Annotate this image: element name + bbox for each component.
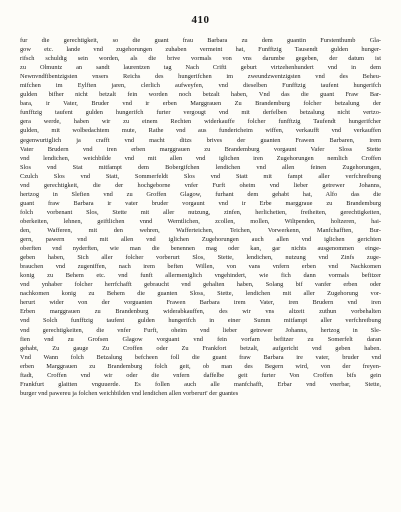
text-line: den, Wafferen, mit den wehren, Wafferteichen, Teichen, Vorwerkenn, Manfchafften, Bur-: [20, 226, 381, 234]
text-line: Frankfurt glaitten vnguuerde. Es follen auch alle manfchafft, Erbar vnd vnerbar, Stette,: [20, 380, 381, 388]
text-line: erben Marggrauen zu Brandemburg folch geit, ob man des Begern wird, von der freyen-: [20, 362, 381, 370]
text-line: gera werde, haben wir zu einem Rechten widerkauffe folcher funfftzig Taufendt hungerifcher: [20, 118, 381, 126]
text-line: Erben marggrauen zu Brandenburg widerabkauffen, des wir vns altzeit zuthun vorbehalten: [20, 308, 381, 316]
text-line: vnd Solch funfftzig taufent gulden hungerifch in einer Summ mitfampt aller verfchreibung: [20, 317, 381, 325]
text-line: folch vorbenant Slos, Stette mit aller nutzung, zinfen, herlichetien, freiheiten, gerechtigkeiten,: [20, 208, 381, 216]
page-number: 410: [191, 14, 210, 26]
text-line: fur die gerechtigkeit, so die guant frau Barbara zu dem guantin Furstenthumb Gla-: [20, 37, 381, 44]
text-line: herurt wider von der vorguanten Frawen Barbara irem Vater, iren Brudern vnd iren: [20, 299, 381, 307]
text-line: ftadt, Croffen vnd wir oder die vnfern daffelbe geit furter Von Croffen bifs gein: [20, 371, 381, 379]
text-line: vnd gerechtigkeit, die der hochgeborne vnfer Furft oheim vnd lieber getrewer Johanns,: [20, 181, 381, 189]
text-line: gow etc. lande vnd zugehorungen zuhaben vermeint hat, Funfftzig Tausendt gulden hunger-: [20, 46, 381, 54]
text-line: Czulch Slos vnd Statt, Sommerfeldt Slos vnd Statt mit fampt aller verfchreibung: [20, 172, 381, 180]
text-line: Newnvndfibentzigsten vnsers Reichs des hungerifchen im zweundzwentzigsten vnd des Beheu-: [20, 73, 381, 81]
text-line: vnd lendichen, weichbilde vnd mit allen vnd iglichen iren Zugehorungen nemlich Croffen: [20, 154, 381, 162]
text-line: mifchen im Eylften jaren, clerlich aufweyfen, vnd dieselben Funfftzig taufent hungerifch: [20, 82, 381, 90]
page-header: [20, 14, 381, 30]
text-line: zu Olmuntz an sandt laurentzen tag Nach Crifti geburt virtzehenhundert vnd in dem: [20, 64, 381, 72]
text-line: gern, pawern vnd mit allen vnd iglichen Zugehorungen auch allen vnd iglichen gerichten: [20, 236, 381, 244]
text-line: rifsch schuldig sein worden, als die brive vormals von vns darumbe gegeben, der datum ist: [20, 55, 381, 63]
text-line: oberkeiten, lehnen, geiftlichen vnnd Werntlichen, zcollen, mollen, Wiltpenden, holtzeren, hai-: [20, 217, 381, 225]
text-line: nachkomen konig zu Behem die guanten Sloss, Stette, lendichen mit aller Zugehorung vor-: [20, 290, 381, 298]
text-line: guant fraw Barbara ir vater bruder vorgaunt vnd ir Erbe marggraue zu Brandemburg: [20, 199, 381, 207]
body-text: [20, 36, 381, 398]
text-line: gulden, mit wolbedachtem mute, Rathe vnd aus fundericheim wiffen, verkaufft vnd verkauffen: [20, 127, 381, 135]
text-line: bara, ir Vater, Bruder vnd ir erben Marggrauen Zu Brandemburg folcher betzalung der: [20, 100, 381, 108]
text-line: konig zu Behem etc. vnd funft allermeniglich vngehindert, wie fich dann vormals befitzer: [20, 272, 381, 280]
text-line: oberften vnd nyderften, wie man die benennen mag oder kan, gar nichts ausgenommen einge-: [20, 245, 381, 253]
text-line: vnd ynhaber folcher herrfchafft gebraucht vnd gehalten haben, Solang bif vanfer erben oder: [20, 281, 381, 289]
text-line: Slos vnd Stat mitfampt dem Bobergifchen lendichen vnd allen feinen Zugehorungen,: [20, 163, 381, 171]
text-line: gegenwurtiglich ja crafft vnd macht ditzs brives der guanten Frawen Barbaren, irem: [20, 136, 381, 144]
text-line: funfftzig taufent gulden hungerifch furter vergougt vnd mit derfelben betzalung nicht vertzo-: [20, 109, 381, 117]
text-line: geben haben, Sich aller folcher vorberurt Slos, Stette, lendichen, nutzung vnd Zinfs zuge-: [20, 254, 381, 262]
text-line: gehabt, Zu gauge Zu Croffen oder Zu Frankfort betzalt, aufgericht vnd geben haben.: [20, 344, 381, 352]
text-line: hertzog in Slefien vnd zu Groffen Glagow, furhant dem gehabt hat, Alfo das die: [20, 190, 381, 198]
text-line: Vater Brudern vnd iren erben marggrauen zu Brandemburg vorgaunt Vafer Sloss Stette: [20, 145, 381, 153]
text-line: gulden bifher nicht betzalt fein worden noch betzalt haben, Vnd das die guant Fraw Bar-: [20, 91, 381, 99]
text-line: burger vnd pawereu ja folchen weichbilden vnd lendichen allen vorberurt' der guantes: [20, 389, 239, 397]
text-line: fien vnd zu Grofsen Glagow vorguant vnd fein vorfarn befitzer zu Somerfelt daran: [20, 335, 381, 343]
text-line: brauchen vnd zugeniffen, nach irem beften Willen, von vans vnfern erben vnd Nachkomen: [20, 263, 381, 271]
text-line: vnd gerechtigkeiten, die vnfer Furft, oheim vnd lieber getrewer Johanns, hertzog in Sle-: [20, 326, 381, 334]
text-line: Vnd Wann folch Betzalung befcheen foll die guant fraw Barbara ire vater, bruder vnd: [20, 353, 381, 361]
